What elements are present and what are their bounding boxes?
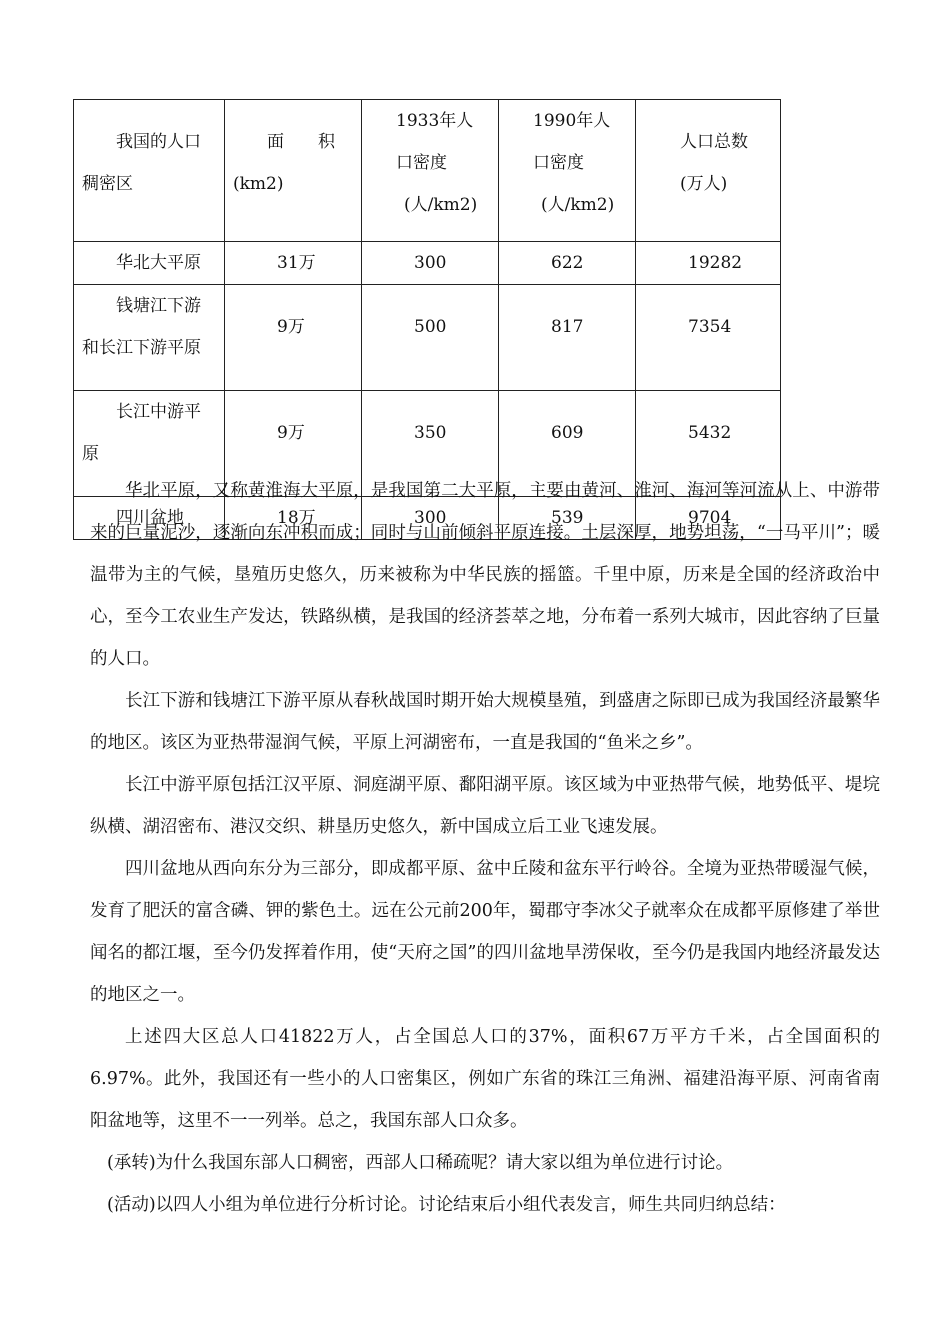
header-1933-line1: 1933年人口密度 [396,111,474,173]
cell-area: 18万 [225,497,362,540]
cell-area: 9万 [225,391,362,497]
cell-density-1990: 622 [499,242,636,285]
header-total [636,100,781,242]
cell-total: 7354 [636,285,781,391]
cell-region: 长江中游平原 [74,391,225,497]
cell-area: 9万 [225,285,362,391]
cell-density-1990: 609 [499,391,636,497]
cell-total: 5432 [636,391,781,497]
cell-region: 钱塘江下游和长江下游平原 [74,285,225,391]
paragraph-north-china-plain: 华北平原，又称黄淮海大平原，是我国第二大平原，主要由黄河、淮河、海河等河流从上、中游带来的巨量泥沙，逐渐向东冲积而成；同时与山前倾斜平原连接。土层深厚，地势坦荡，“一马平川”；暖温带为主的气候，垦殖历史悠久，历来被称为中华民族的摇篮。千里中原，历来是全国的经济政治中心，至今工农业生产发达，铁路纵横，是我国的经济荟萃之地，分布着一系列大城市，因此容纳了巨量的人口。 [90,481,880,669]
paragraph-yangtze-lower: 长江下游和钱塘江下游平原从春秋战国时期开始大规模垦殖，到盛唐之际即已成为我国经济最繁华的地区。该区为亚热带湿润气候，平原上河湖密布，一直是我国的“鱼米之乡”。 [90,691,880,753]
header-area-line1: 面 积 [267,132,335,152]
header-area-line2: (km2) [233,174,284,194]
paragraph-sichuan-basin: 四川盆地从西向东分为三部分，即成都平原、盆中丘陵和盆东平行岭谷。全境为亚热带暖湿气候，发育了肥沃的富含磷、钾的紫色土。远在公元前200年，蜀郡守李冰父子就率众在成都平原修建了举世闻名的都江堰，至今仍发挥着作用，使“天府之国”的四川盆地旱涝保收，至今仍是我国内地经济最发达的地区之一。 [90,859,880,1005]
cell-area: 31万 [225,242,362,285]
body-text [90,470,880,1226]
cell-density-1933: 300 [362,242,499,285]
header-1933-line2: (人/km2) [404,195,478,215]
header-density-1990 [499,100,636,242]
paragraph-summary: 上述四大区总人口41822万人，占全国总人口的37%，面积67万平方千米，占全国面积的6.97%。此外，我国还有一些小的人口密集区，例如广东省的珠江三角洲、福建沿海平原、河南省南阳盆地等，这里不一一列举。总之，我国东部人口众多。 [90,1027,880,1131]
header-total-line1: 人口总数 [680,132,748,152]
table-row [74,285,781,391]
header-density-1933 [362,100,499,242]
header-area [225,100,362,242]
table-header-row [74,100,781,242]
paragraph-transition: (承转)为什么我国东部人口稠密，西部人口稀疏呢？请大家以组为单位进行讨论。 [107,1153,734,1173]
header-total-line2: (万人) [680,174,728,194]
paragraph-yangtze-middle: 长江中游平原包括江汉平原、洞庭湖平原、鄱阳湖平原。该区域为中亚热带气候，地势低平、堤垸纵横、湖沼密布、港汉交织、耕垦历史悠久，新中国成立后工业飞速发展。 [90,775,880,837]
cell-density-1933: 300 [362,497,499,540]
cell-density-1933: 350 [362,391,499,497]
header-region: 我国的人口稠密区 [74,100,225,242]
table-row [74,242,781,285]
header-1990-line1: 1990年人口密度 [533,111,611,173]
cell-density-1990: 539 [499,497,636,540]
cell-density-1933: 500 [362,285,499,391]
header-1990-line2: (人/km2) [541,195,615,215]
cell-total: 9704 [636,497,781,540]
paragraph-activity: (活动)以四人小组为单位进行分析讨论。讨论结束后小组代表发言，师生共同归纳总结： [107,1195,786,1215]
cell-density-1990: 817 [499,285,636,391]
cell-total: 19282 [636,242,781,285]
cell-region: 华北大平原 [74,242,225,285]
cell-region: 四川盆地 [74,497,225,540]
